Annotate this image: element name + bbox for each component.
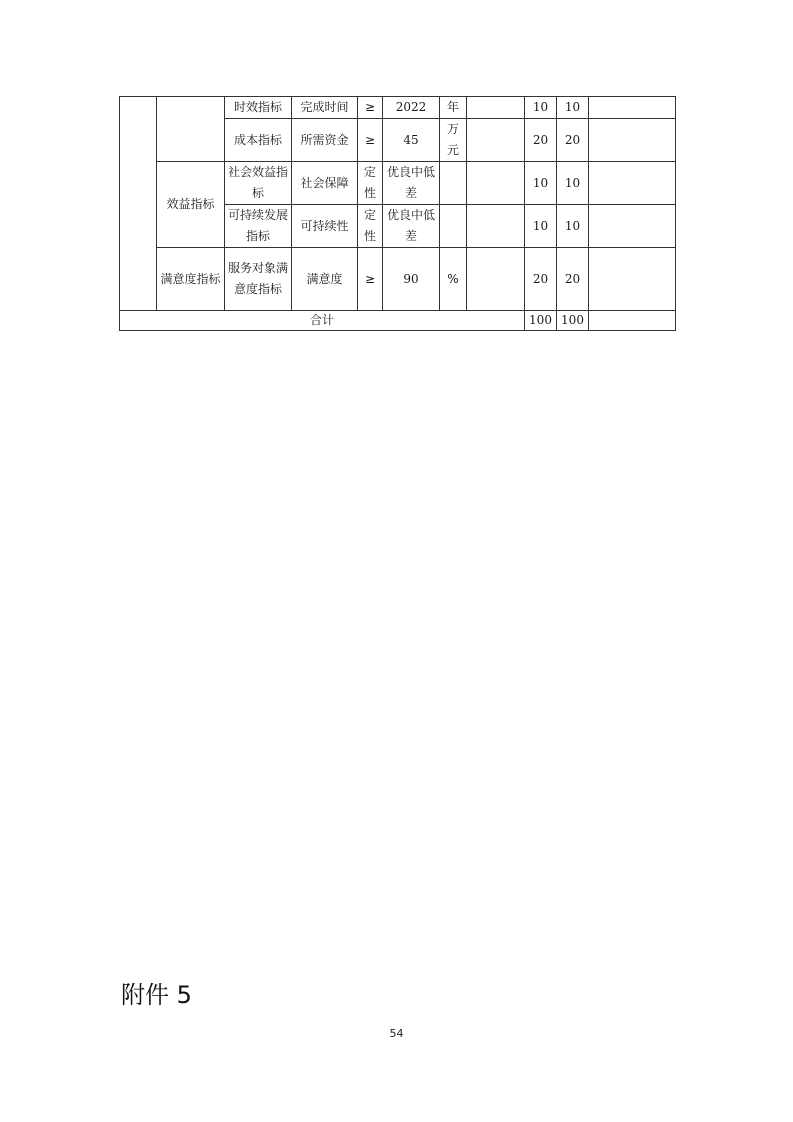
weight-cell: 10 (525, 205, 557, 248)
indicator-level2-cell: 时效指标 (225, 97, 292, 119)
operator-cell: ≥ (358, 97, 383, 119)
indicator-level2-cell: 成本指标 (225, 119, 292, 162)
target-value-cell: 优良中低差 (383, 205, 440, 248)
remark-cell (589, 97, 676, 119)
weight-cell: 10 (525, 97, 557, 119)
weight-cell: 20 (525, 119, 557, 162)
table-row (120, 97, 676, 119)
operator-cell: 定性 (358, 205, 383, 248)
operator-cell: ≥ (358, 119, 383, 162)
score-cell: 10 (557, 97, 589, 119)
actual-value-cell (467, 97, 525, 119)
score-cell: 10 (557, 205, 589, 248)
indicator-level3-cell: 社会保障 (292, 162, 358, 205)
target-value-cell: 45 (383, 119, 440, 162)
remark-cell (589, 162, 676, 205)
indicator-level3-cell: 所需资金 (292, 119, 358, 162)
performance-indicator-table (119, 96, 676, 331)
score-cell: 20 (557, 119, 589, 162)
total-row (120, 311, 676, 331)
weight-cell: 10 (525, 162, 557, 205)
operator-cell: ≥ (358, 248, 383, 311)
page-number: 54 (389, 1027, 404, 1040)
total-label: 合计 (120, 311, 525, 331)
table-row (120, 162, 676, 205)
category-cell (120, 97, 157, 311)
target-value-cell: 2022 (383, 97, 440, 119)
indicator-level3-cell: 完成时间 (292, 97, 358, 119)
indicator-level3-cell: 可持续性 (292, 205, 358, 248)
score-cell: 20 (557, 248, 589, 311)
remark-cell (589, 248, 676, 311)
attachment-heading: 附件 5 (121, 981, 192, 1009)
indicator-level3-cell: 满意度 (292, 248, 358, 311)
unit-cell: 万元 (440, 119, 467, 162)
weight-cell: 20 (525, 248, 557, 311)
unit-cell (440, 162, 467, 205)
table-row (120, 248, 676, 311)
actual-value-cell (467, 205, 525, 248)
actual-value-cell (467, 162, 525, 205)
unit-cell: 年 (440, 97, 467, 119)
operator-cell: 定性 (358, 162, 383, 205)
indicator-level1-cell (157, 97, 225, 162)
remark-cell (589, 205, 676, 248)
actual-value-cell (467, 119, 525, 162)
unit-cell (440, 205, 467, 248)
indicator-level2-cell: 可持续发展指标 (225, 205, 292, 248)
score-cell: 10 (557, 162, 589, 205)
indicator-level1-cell: 满意度指标 (157, 248, 225, 311)
total-score: 100 (557, 311, 589, 331)
total-weight: 100 (525, 311, 557, 331)
indicator-level2-cell: 社会效益指标 (225, 162, 292, 205)
indicator-level1-cell: 效益指标 (157, 162, 225, 248)
target-value-cell: 90 (383, 248, 440, 311)
total-remark (589, 311, 676, 331)
unit-cell: % (440, 248, 467, 311)
actual-value-cell (467, 248, 525, 311)
indicator-level2-cell: 服务对象满意度指标 (225, 248, 292, 311)
remark-cell (589, 119, 676, 162)
target-value-cell: 优良中低差 (383, 162, 440, 205)
